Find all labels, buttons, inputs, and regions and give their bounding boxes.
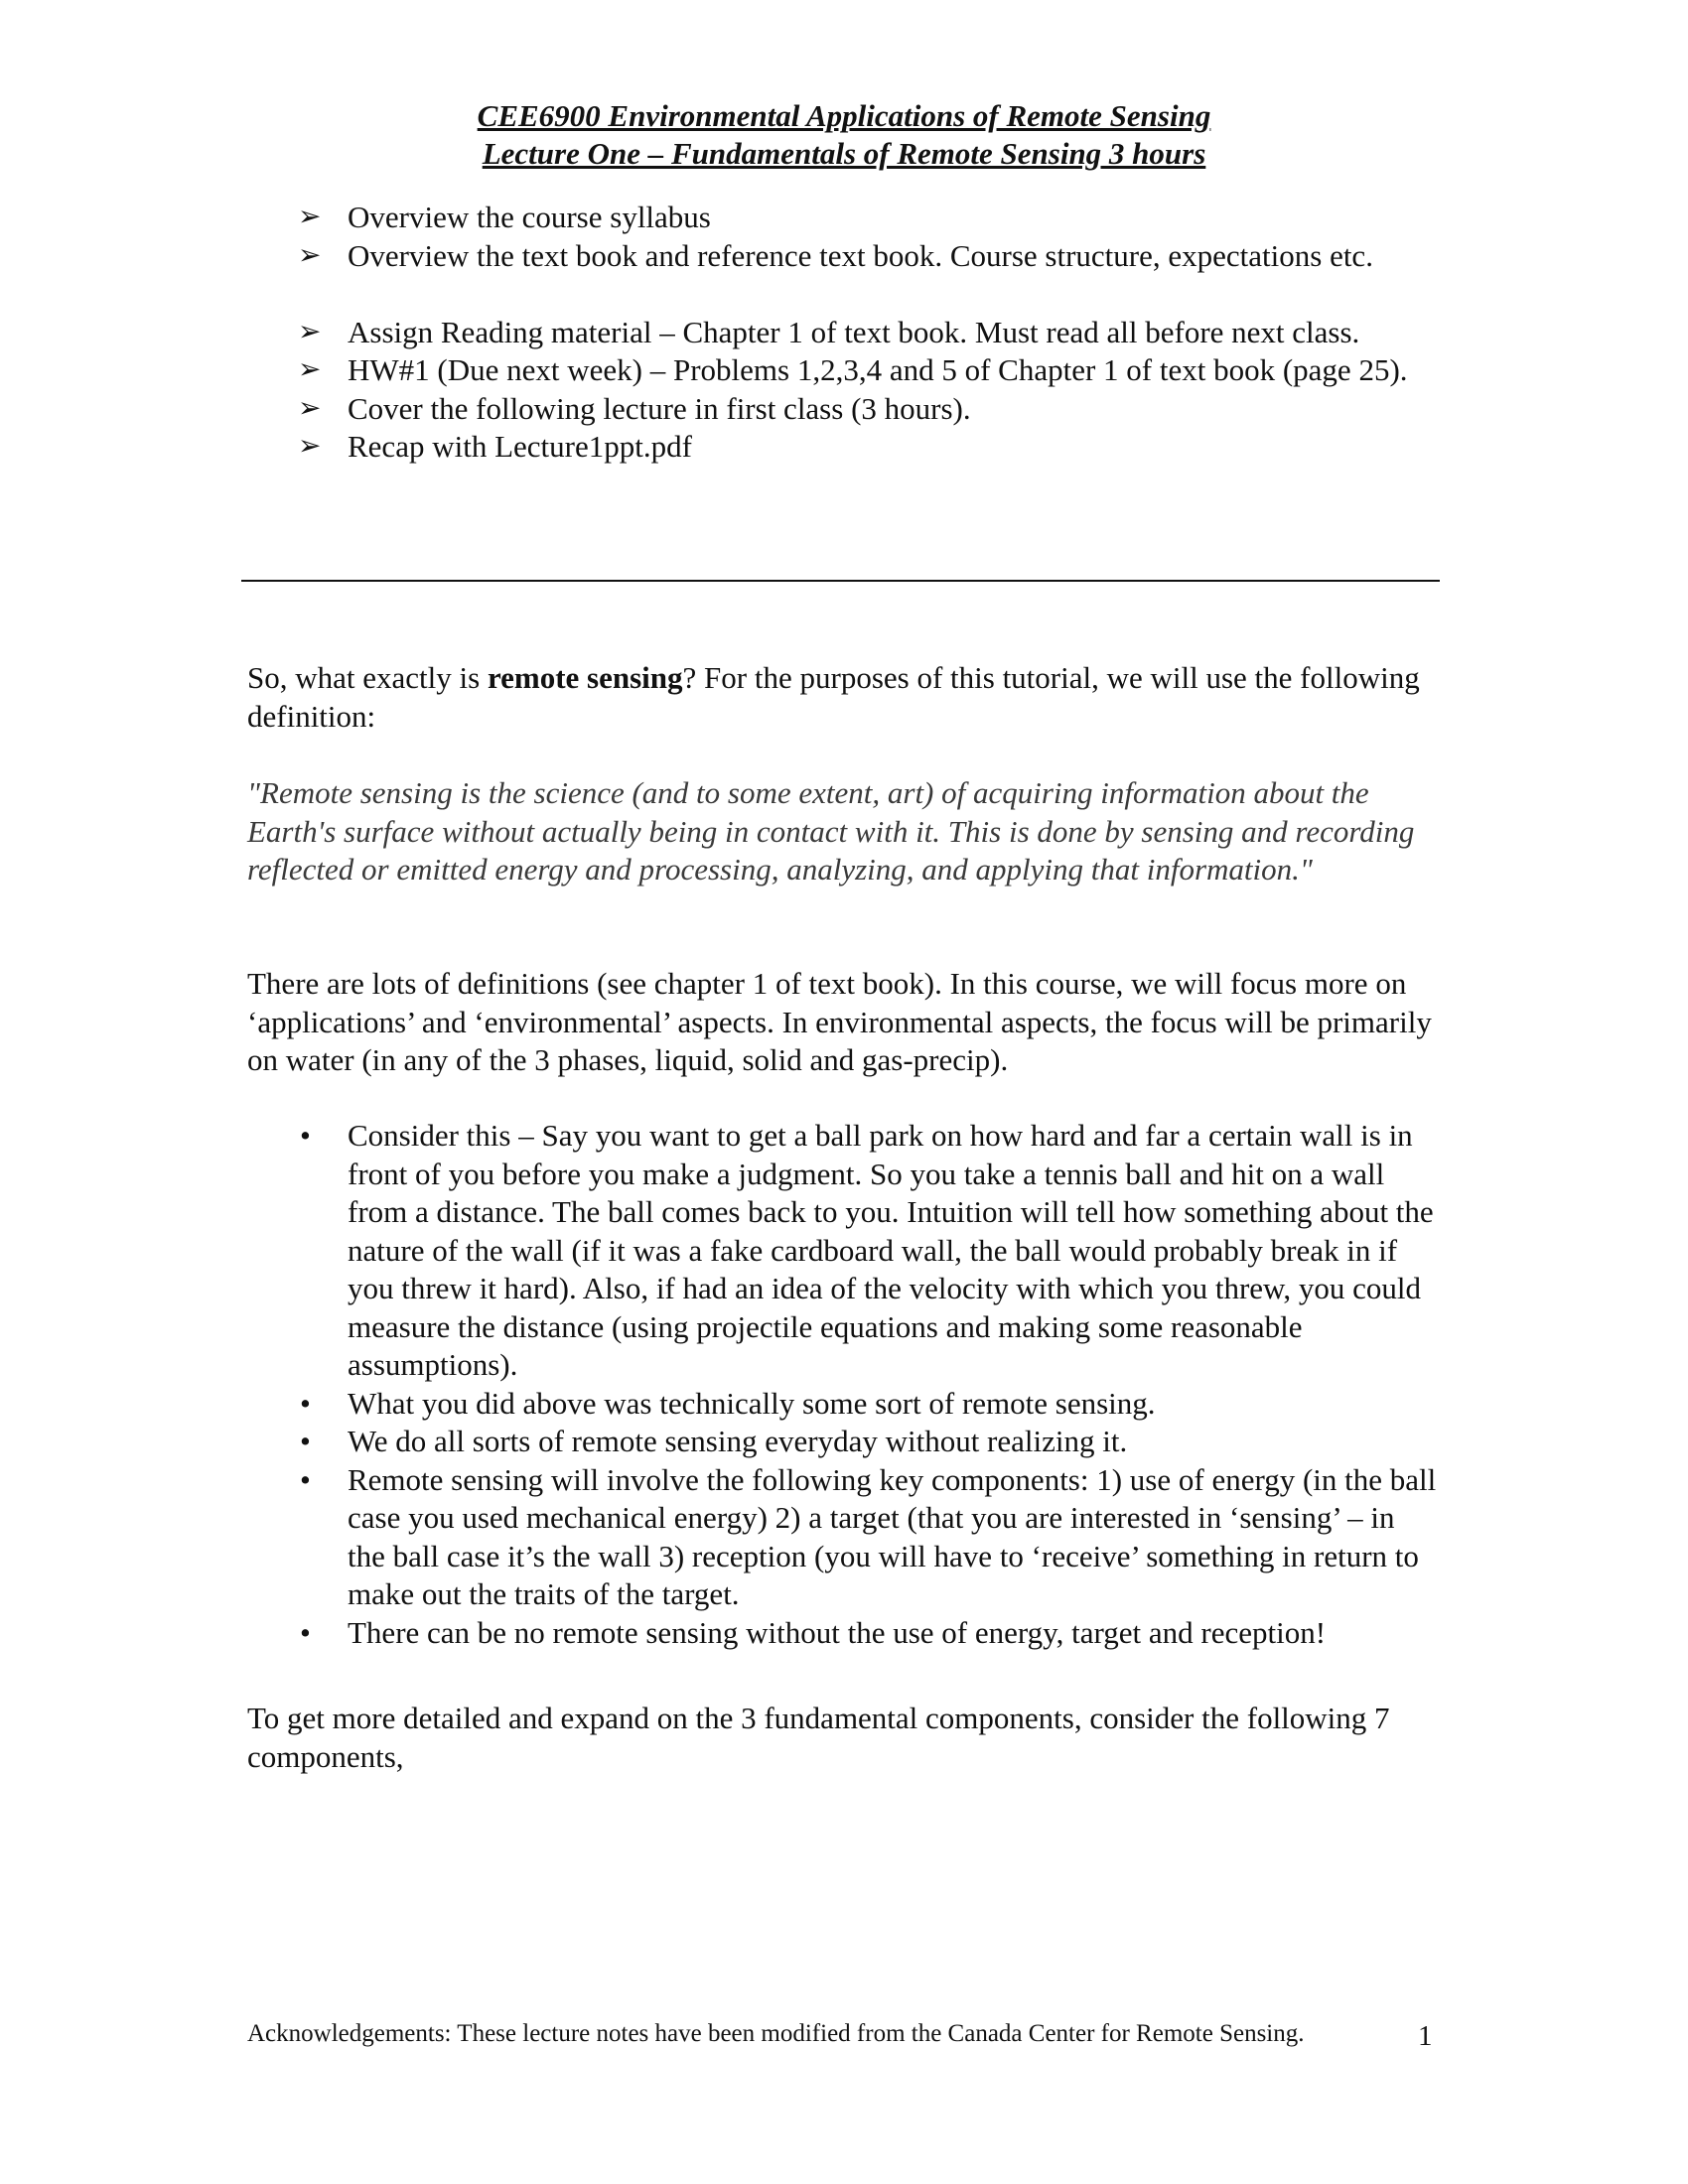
key-points-list <box>298 1117 1440 1652</box>
section-divider <box>241 580 1440 582</box>
footer-acknowledgement: Acknowledgements: These lecture notes have been modified from the Canada Center for Remote Sensing. <box>247 2020 1305 2047</box>
agenda-list <box>298 199 1440 467</box>
agenda-item <box>298 199 1440 237</box>
key-point-item <box>298 1461 1440 1614</box>
agenda-item-text: Assign Reading material – Chapter 1 of text book. Must read all before next class. <box>348 314 1360 349</box>
definitions-paragraph: There are lots of definitions (see chapter 1 of text book). In this course, we will focus more on ‘applications’ and ‘environmental’ aspects. In environmental aspects, the focus will be primarily on water (in any of the 3 phases, liquid, solid and gas-precip). <box>247 966 1432 1077</box>
agenda-item <box>298 314 1440 352</box>
lecture-title: Lecture One – Fundamentals of Remote Sensing 3 hours <box>482 136 1206 171</box>
page-number: 1 <box>1418 2020 1433 2052</box>
bullet-dot-icon: • <box>300 1461 311 1497</box>
key-point-text: We do all sorts of remote sensing everyday without realizing it. <box>348 1424 1128 1458</box>
key-point-text: There can be no remote sensing without the use of energy, target and reception! <box>348 1614 1327 1650</box>
course-title: CEE6900 Environmental Applications of Remote Sensing <box>477 98 1211 133</box>
key-point-text: Consider this – Say you want to get a ball park on how hard and far a certain wall is in front of you before you make a judgment. So you take a tennis ball and hit on a wall from a distance. The ball comes back to you. Intuition will tell how something about the nature of the wall (if it was a fake cardboard wall, the ball would probably break in if you threw it hard). Also, if had an idea of the velocity with which you threw, you could measure the distance (using projectile equations and making some reasonable assumptions). <box>348 1118 1434 1382</box>
key-point-text: Remote sensing will involve the following key components: 1) use of energy (in the ball case you used mechanical energy) 2) a target (that you are interested in ‘sensing’ – in the ball case it’s the wall 3) reception (you will have to ‘receive’ something in return to make out the traits of the target. <box>348 1461 1437 1611</box>
definition-quote: "Remote sensing is the science (and to some extent, art) of acquiring information about the Earth's surface without actually being in contact with it. This is done by sensing and recording reflected or emitted energy and processing, analyzing, and applying that information." <box>247 775 1415 887</box>
arrow-bullet-icon: ➢ <box>298 431 322 462</box>
agenda-item-text: HW#1 (Due next week) – Problems 1,2,3,4 and 5 of Chapter 1 of text book (page 25). <box>348 352 1408 387</box>
agenda-item <box>298 390 1440 429</box>
bullet-dot-icon: • <box>300 1118 311 1153</box>
key-point-item <box>298 1423 1440 1461</box>
arrow-bullet-icon: ➢ <box>298 392 322 424</box>
agenda-item-text: Overview the course syllabus <box>348 200 711 234</box>
bullet-dot-icon: • <box>300 1424 311 1458</box>
key-point-item <box>298 1614 1440 1653</box>
agenda-item-text: Cover the following lecture in first class (3 hours). <box>348 390 971 426</box>
components-paragraph: To get more detailed and expand on the 3 fundamental components, consider the following 7 components, <box>247 1701 1390 1774</box>
arrow-bullet-icon: ➢ <box>298 316 322 347</box>
bullet-dot-icon: • <box>300 1385 311 1421</box>
arrow-bullet-icon: ➢ <box>298 239 322 271</box>
agenda-item <box>298 428 1440 467</box>
agenda-item <box>298 237 1440 276</box>
intro-bold-term: remote sensing <box>487 660 683 695</box>
intro-text-after: ? For the purposes of this tutorial, we will use the following definition: <box>247 660 1420 734</box>
key-point-item <box>298 1117 1440 1385</box>
document-header <box>0 97 1688 173</box>
bullet-dot-icon: • <box>300 1614 311 1650</box>
intro-paragraph <box>247 659 1449 736</box>
agenda-item <box>298 351 1440 390</box>
arrow-bullet-icon: ➢ <box>298 354 322 385</box>
agenda-item-text: Overview the text book and reference text book. Course structure, expectations etc. <box>348 237 1373 273</box>
arrow-bullet-icon: ➢ <box>298 202 322 232</box>
key-point-item <box>298 1385 1440 1424</box>
key-point-text: What you did above was technically some sort of remote sensing. <box>348 1385 1156 1421</box>
intro-text-before: So, what exactly is <box>247 660 488 695</box>
agenda-item-text: Recap with Lecture1ppt.pdf <box>348 429 692 464</box>
